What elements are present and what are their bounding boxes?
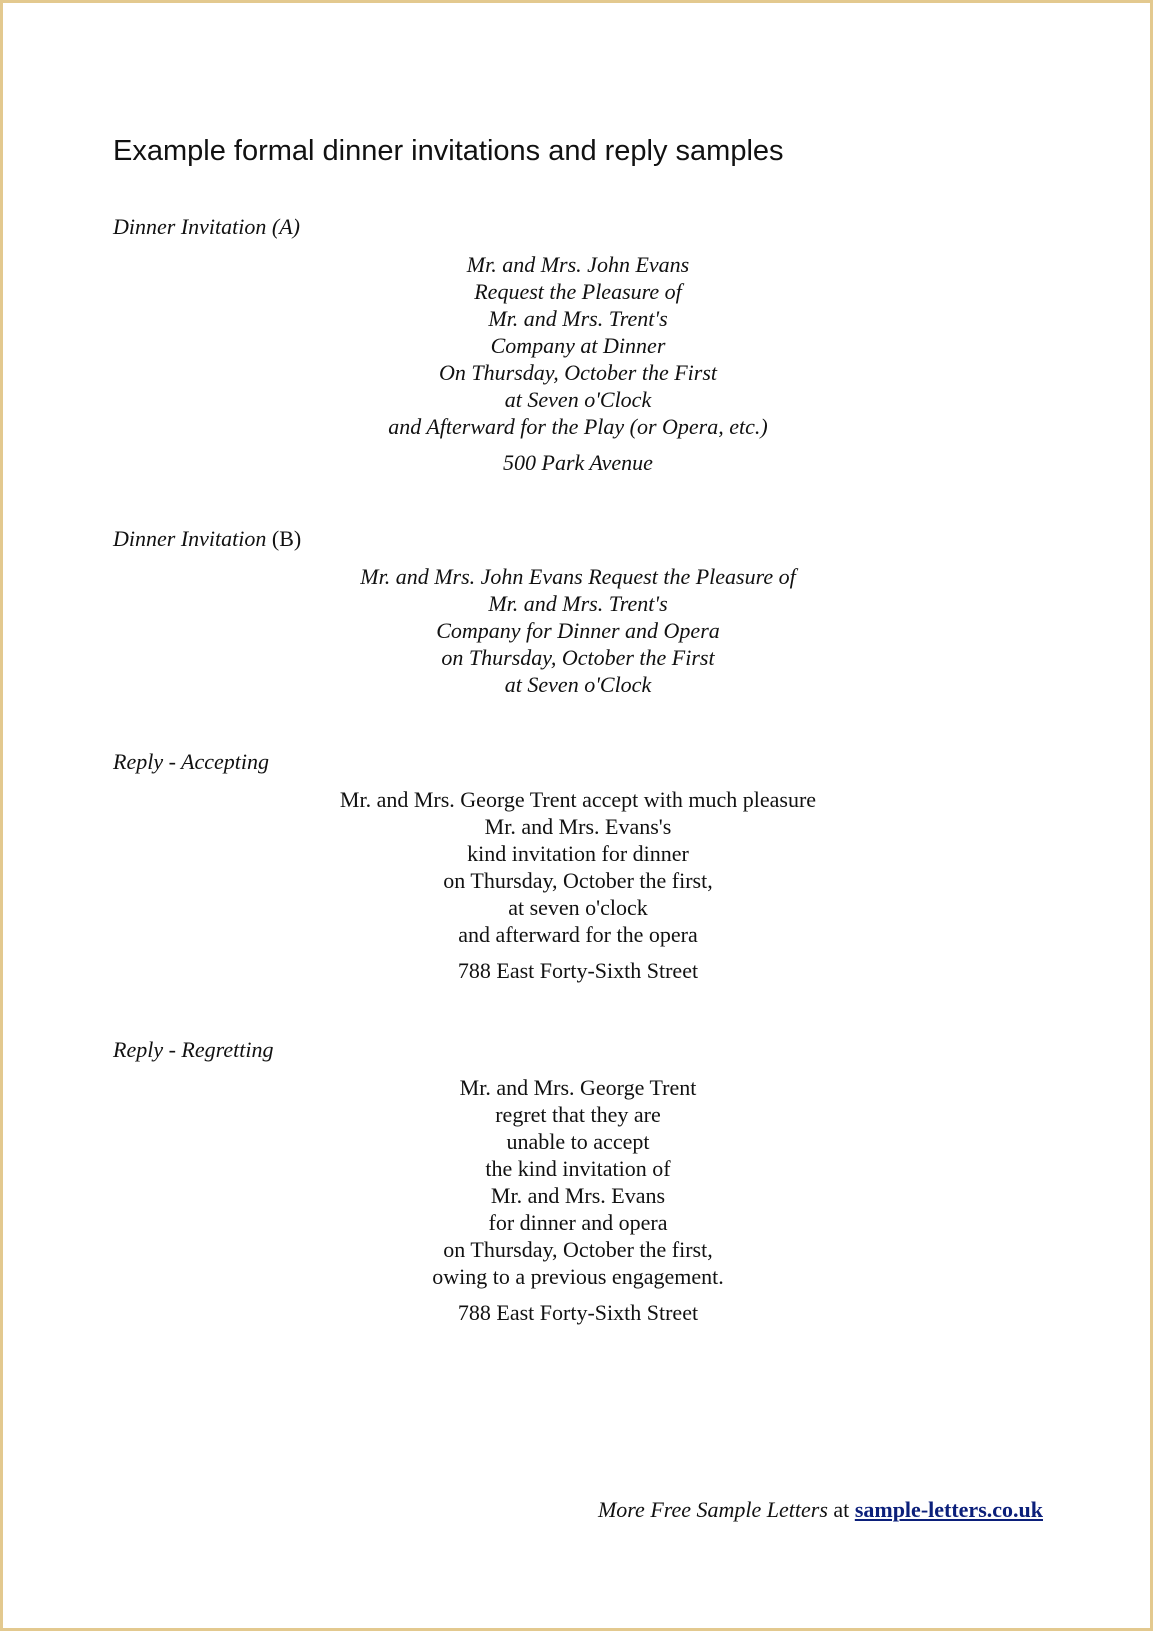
reply-regretting-line: Mr. and Mrs. Evans bbox=[490, 1183, 666, 1208]
footer-link[interactable]: sample-letters.co.uk bbox=[854, 1497, 1043, 1522]
invitation-a-text bbox=[113, 251, 1043, 476]
invitation-b-line: Company for Dinner and Opera bbox=[436, 618, 720, 643]
reply-accepting-line: kind invitation for dinner bbox=[467, 841, 689, 866]
reply-accepting-text bbox=[113, 786, 1043, 984]
heading-invitation-b-text: Dinner Invitation bbox=[113, 526, 267, 551]
reply-regretting-line: on Thursday, October the first, bbox=[443, 1237, 713, 1262]
invitation-a-line: at Seven o'Clock bbox=[504, 387, 652, 412]
page-title: Example formal dinner invitations and reply samples bbox=[113, 135, 784, 167]
reply-accepting-address: 788 East Forty-Sixth Street bbox=[457, 958, 699, 983]
invitation-a-line: Mr. and Mrs. Trent's bbox=[488, 306, 668, 331]
reply-regretting-address: 788 East Forty-Sixth Street bbox=[457, 1300, 699, 1325]
reply-accepting-line: Mr. and Mrs. Evans's bbox=[484, 814, 672, 839]
reply-regretting-line: for dinner and opera bbox=[488, 1210, 668, 1235]
invitation-b-text bbox=[113, 563, 1043, 698]
heading-reply-accepting: Reply - Accepting bbox=[113, 749, 269, 774]
reply-regretting-line: unable to accept bbox=[506, 1129, 650, 1154]
invitation-a-line: and Afterward for the Play (or Opera, etc.) bbox=[388, 414, 768, 439]
invitation-b-line: on Thursday, October the First bbox=[441, 645, 715, 670]
invitation-b-line: at Seven o'Clock bbox=[504, 672, 652, 697]
heading-invitation-b-suffix: (B) bbox=[271, 526, 302, 551]
footer-text: More Free Sample Letters bbox=[597, 1497, 828, 1522]
invitation-a-line: On Thursday, October the First bbox=[438, 360, 718, 385]
reply-accepting-line: Mr. and Mrs. George Trent accept with much pleasure bbox=[339, 787, 817, 812]
heading-reply-regretting: Reply - Regretting bbox=[113, 1037, 274, 1062]
invitation-b-line: Mr. and Mrs. John Evans Request the Pleasure of bbox=[360, 564, 796, 589]
reply-regretting-line: the kind invitation of bbox=[485, 1156, 671, 1181]
heading-invitation-b bbox=[113, 526, 301, 552]
reply-regretting-line: owing to a previous engagement. bbox=[432, 1264, 724, 1289]
heading-invitation-a: Dinner Invitation (A) bbox=[113, 214, 300, 239]
invitation-a-line: Request the Pleasure of bbox=[474, 279, 682, 304]
reply-accepting-line: and afterward for the opera bbox=[458, 922, 698, 947]
footer-connector: at bbox=[833, 1497, 850, 1522]
document-page bbox=[113, 3, 1043, 1634]
invitation-b-line: Mr. and Mrs. Trent's bbox=[488, 591, 668, 616]
reply-regretting-line: Mr. and Mrs. George Trent bbox=[459, 1075, 697, 1100]
reply-regretting-text bbox=[113, 1074, 1043, 1326]
reply-accepting-line: on Thursday, October the first, bbox=[443, 868, 713, 893]
reply-accepting-line: at seven o'clock bbox=[508, 895, 648, 920]
invitation-a-line: Company at Dinner bbox=[490, 333, 666, 358]
reply-regretting-line: regret that they are bbox=[495, 1102, 661, 1127]
invitation-a-address: 500 Park Avenue bbox=[503, 450, 653, 475]
invitation-a-line: Mr. and Mrs. John Evans bbox=[466, 252, 690, 277]
footer bbox=[598, 1497, 1043, 1523]
